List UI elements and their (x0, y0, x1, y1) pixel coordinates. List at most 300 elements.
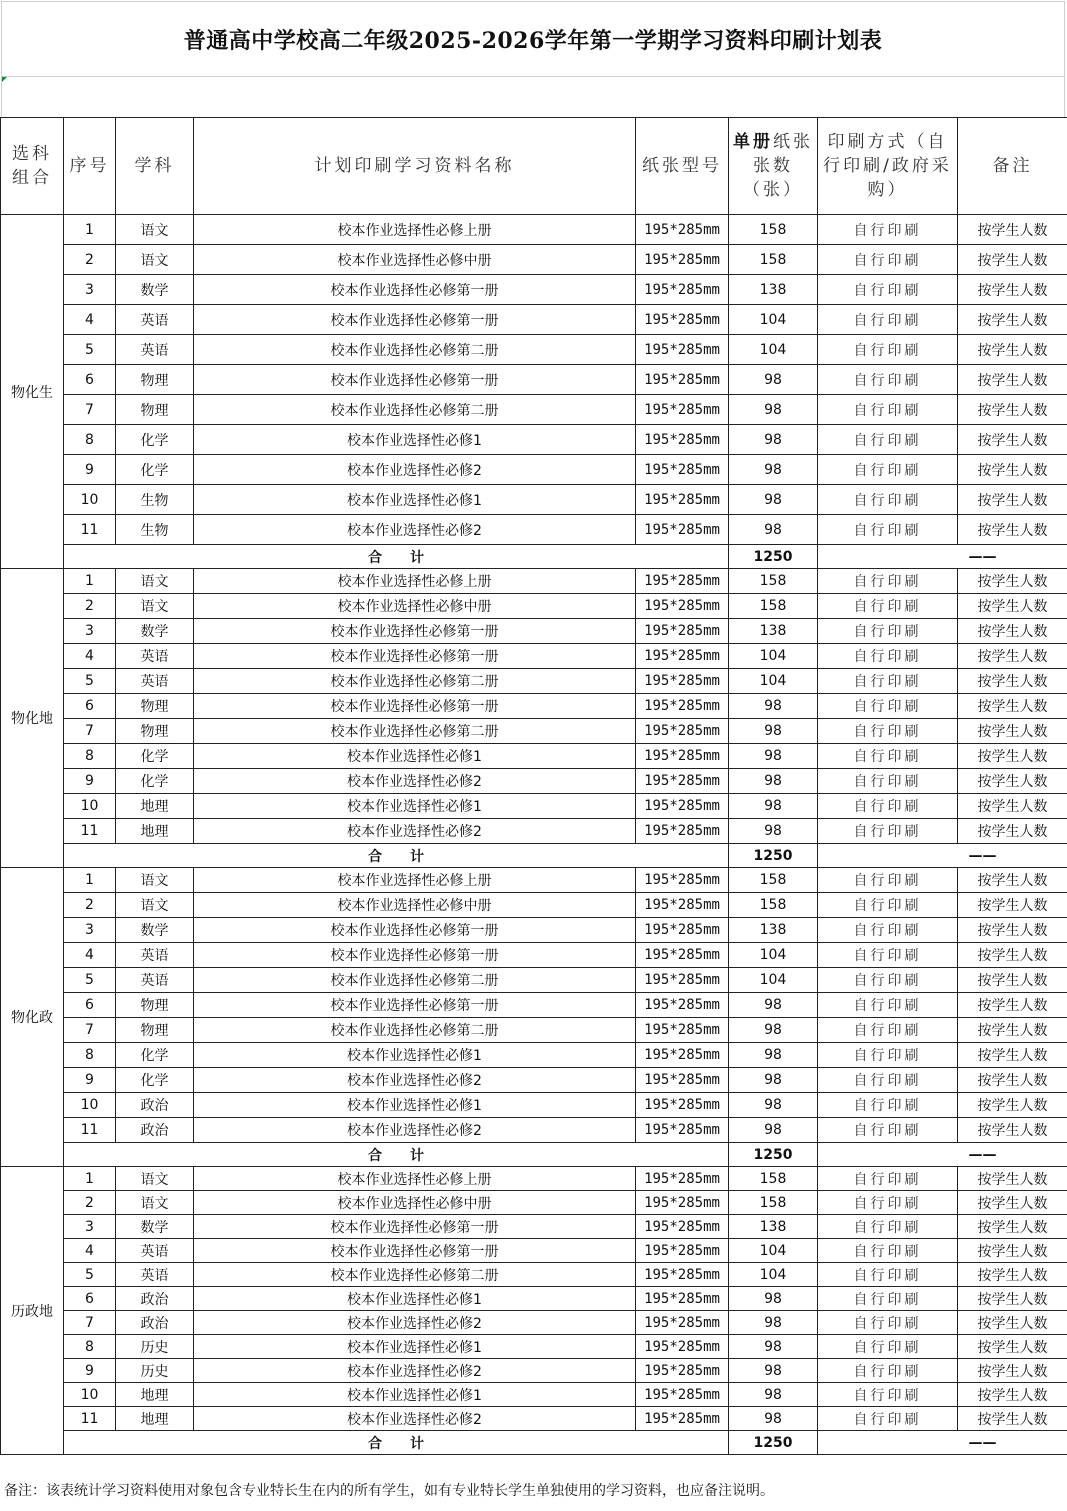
paper-size-cell: 195*285mm (636, 794, 729, 819)
paper-size-cell: 195*285mm (636, 569, 729, 594)
sheet-count-cell: 98 (729, 1068, 818, 1093)
note-cell: 按学生人数 (958, 365, 1067, 395)
header-subject: 学科 (116, 118, 194, 215)
subject-cell: 化学 (116, 769, 194, 794)
index-cell: 6 (64, 1287, 116, 1311)
paper-size-cell: 195*285mm (636, 1287, 729, 1311)
index-cell: 10 (64, 485, 116, 515)
note-cell: 按学生人数 (958, 794, 1067, 819)
header-row (1, 118, 1067, 215)
sheet-count-cell: 138 (729, 1215, 818, 1239)
print-method-cell: 自行印刷 (818, 455, 958, 485)
total-row (1, 1143, 1067, 1167)
subject-cell: 化学 (116, 744, 194, 769)
index-cell: 4 (64, 305, 116, 335)
material-name-cell: 校本作业选择性必修第一册 (194, 619, 636, 644)
table-row (1, 918, 1067, 943)
total-label: 合 计 (64, 1431, 729, 1455)
print-method-cell: 自行印刷 (818, 1167, 958, 1191)
note-cell: 按学生人数 (958, 1335, 1067, 1359)
paper-size-cell: 195*285mm (636, 1118, 729, 1143)
index-cell: 1 (64, 868, 116, 893)
index-cell: 8 (64, 1043, 116, 1068)
subject-cell: 语文 (116, 868, 194, 893)
paper-size-cell: 195*285mm (636, 694, 729, 719)
material-name-cell: 校本作业选择性必修第二册 (194, 719, 636, 744)
print-method-cell: 自行印刷 (818, 644, 958, 669)
material-name-cell: 校本作业选择性必修2 (194, 769, 636, 794)
sheet-count-cell: 98 (729, 1287, 818, 1311)
sheet-count-cell: 138 (729, 918, 818, 943)
index-cell: 5 (64, 1263, 116, 1287)
table-row (1, 395, 1067, 425)
sheet-count-cell: 138 (729, 275, 818, 305)
material-name-cell: 校本作业选择性必修1 (194, 425, 636, 455)
index-cell: 4 (64, 1239, 116, 1263)
sheet-count-cell: 158 (729, 868, 818, 893)
material-name-cell: 校本作业选择性必修1 (194, 1043, 636, 1068)
total-row (1, 545, 1067, 569)
spacer-area (1, 77, 1065, 117)
note-cell: 按学生人数 (958, 1191, 1067, 1215)
total-method: —— (818, 1431, 1067, 1455)
sheet-count-cell: 98 (729, 1043, 818, 1068)
index-cell: 11 (64, 1407, 116, 1431)
paper-size-cell: 195*285mm (636, 1263, 729, 1287)
material-name-cell: 校本作业选择性必修中册 (194, 893, 636, 918)
paper-size-cell: 195*285mm (636, 1383, 729, 1407)
paper-size-cell: 195*285mm (636, 1093, 729, 1118)
print-method-cell: 自行印刷 (818, 245, 958, 275)
print-method-cell: 自行印刷 (818, 968, 958, 993)
note-cell: 按学生人数 (958, 1359, 1067, 1383)
table-row (1, 669, 1067, 694)
subject-cell: 生物 (116, 485, 194, 515)
note-cell: 按学生人数 (958, 485, 1067, 515)
table-row (1, 245, 1067, 275)
print-method-cell: 自行印刷 (818, 943, 958, 968)
note-cell: 按学生人数 (958, 1311, 1067, 1335)
header-group: 选科组合 (1, 118, 64, 215)
index-cell: 8 (64, 425, 116, 455)
note-cell: 按学生人数 (958, 868, 1067, 893)
material-name-cell: 校本作业选择性必修1 (194, 485, 636, 515)
sheet-count-cell: 158 (729, 893, 818, 918)
material-name-cell: 校本作业选择性必修2 (194, 1068, 636, 1093)
table-row (1, 335, 1067, 365)
table-row (1, 594, 1067, 619)
print-method-cell: 自行印刷 (818, 694, 958, 719)
subject-cell: 地理 (116, 819, 194, 844)
total-value: 1250 (729, 545, 818, 569)
header-paper: 纸张型号 (636, 118, 729, 215)
total-label: 合 计 (64, 1143, 729, 1167)
subject-cell: 语文 (116, 569, 194, 594)
table-row (1, 1335, 1067, 1359)
note-cell: 按学生人数 (958, 819, 1067, 844)
paper-size-cell: 195*285mm (636, 968, 729, 993)
table-row (1, 1068, 1067, 1093)
sheet-count-cell: 158 (729, 1167, 818, 1191)
print-method-cell: 自行印刷 (818, 1068, 958, 1093)
print-method-cell: 自行印刷 (818, 1263, 958, 1287)
sheet-count-cell: 98 (729, 1407, 818, 1431)
index-cell: 1 (64, 215, 116, 245)
material-name-cell: 校本作业选择性必修2 (194, 455, 636, 485)
subject-cell: 政治 (116, 1311, 194, 1335)
print-method-cell: 自行印刷 (818, 1191, 958, 1215)
total-method: —— (818, 545, 1067, 569)
print-method-cell: 自行印刷 (818, 794, 958, 819)
sheet-count-cell: 98 (729, 395, 818, 425)
note-cell: 按学生人数 (958, 744, 1067, 769)
sheet-count-cell: 104 (729, 1239, 818, 1263)
note-cell: 按学生人数 (958, 1239, 1067, 1263)
paper-size-cell: 195*285mm (636, 594, 729, 619)
index-cell: 10 (64, 1383, 116, 1407)
table-row (1, 1093, 1067, 1118)
header-index: 序号 (64, 118, 116, 215)
subject-cell: 地理 (116, 794, 194, 819)
subject-cell: 数学 (116, 1215, 194, 1239)
page-title: 普通高中学校高二年级2025-2026学年第一学期学习资料印刷计划表 (183, 27, 883, 54)
material-name-cell: 校本作业选择性必修上册 (194, 868, 636, 893)
material-name-cell: 校本作业选择性必修第一册 (194, 918, 636, 943)
material-name-cell: 校本作业选择性必修中册 (194, 1191, 636, 1215)
subject-cell: 英语 (116, 644, 194, 669)
index-cell: 1 (64, 1167, 116, 1191)
table-row (1, 769, 1067, 794)
paper-size-cell: 195*285mm (636, 485, 729, 515)
index-cell: 8 (64, 744, 116, 769)
paper-size-cell: 195*285mm (636, 669, 729, 694)
paper-size-cell: 195*285mm (636, 305, 729, 335)
index-cell: 2 (64, 245, 116, 275)
index-cell: 9 (64, 1068, 116, 1093)
sheet-count-cell: 98 (729, 455, 818, 485)
subject-cell: 物理 (116, 1018, 194, 1043)
table-row (1, 1383, 1067, 1407)
subject-cell: 英语 (116, 1263, 194, 1287)
sheet-count-cell: 98 (729, 719, 818, 744)
subject-cell: 地理 (116, 1407, 194, 1431)
subject-cell: 生物 (116, 515, 194, 545)
note-cell: 按学生人数 (958, 943, 1067, 968)
note-cell: 按学生人数 (958, 455, 1067, 485)
note-cell: 按学生人数 (958, 425, 1067, 455)
subject-cell: 物理 (116, 365, 194, 395)
print-method-cell: 自行印刷 (818, 669, 958, 694)
total-row (1, 1431, 1067, 1455)
index-cell: 2 (64, 594, 116, 619)
paper-size-cell: 195*285mm (636, 893, 729, 918)
material-name-cell: 校本作业选择性必修1 (194, 1287, 636, 1311)
table-row (1, 1311, 1067, 1335)
paper-size-cell: 195*285mm (636, 719, 729, 744)
footer-note: 备注：该表统计学习资料使用对象包含专业特长生在内的所有学生，如有专业特长学生单独使用的学习资料，也应备注说明。 (4, 1483, 774, 1499)
print-method-cell: 自行印刷 (818, 1093, 958, 1118)
material-name-cell: 校本作业选择性必修第一册 (194, 943, 636, 968)
table-row (1, 305, 1067, 335)
note-cell: 按学生人数 (958, 1287, 1067, 1311)
material-name-cell: 校本作业选择性必修第二册 (194, 335, 636, 365)
paper-size-cell: 195*285mm (636, 395, 729, 425)
paper-size-cell: 195*285mm (636, 644, 729, 669)
index-cell: 8 (64, 1335, 116, 1359)
print-method-cell: 自行印刷 (818, 275, 958, 305)
note-cell: 按学生人数 (958, 1068, 1067, 1093)
print-method-cell: 自行印刷 (818, 1383, 958, 1407)
paper-size-cell: 195*285mm (636, 868, 729, 893)
total-label: 合 计 (64, 844, 729, 868)
note-cell: 按学生人数 (958, 1263, 1067, 1287)
index-cell: 4 (64, 644, 116, 669)
group-name-cell: 物化地 (1, 569, 64, 868)
paper-size-cell: 195*285mm (636, 425, 729, 455)
paper-size-cell: 195*285mm (636, 365, 729, 395)
sheet-count-cell: 104 (729, 669, 818, 694)
note-cell: 按学生人数 (958, 245, 1067, 275)
print-method-cell: 自行印刷 (818, 305, 958, 335)
print-method-cell: 自行印刷 (818, 485, 958, 515)
note-cell: 按学生人数 (958, 1215, 1067, 1239)
print-method-cell: 自行印刷 (818, 1407, 958, 1431)
print-method-cell: 自行印刷 (818, 215, 958, 245)
material-name-cell: 校本作业选择性必修2 (194, 1118, 636, 1143)
print-method-cell: 自行印刷 (818, 1118, 958, 1143)
material-name-cell: 校本作业选择性必修第一册 (194, 1215, 636, 1239)
print-method-cell: 自行印刷 (818, 515, 958, 545)
note-cell: 按学生人数 (958, 335, 1067, 365)
note-cell: 按学生人数 (958, 275, 1067, 305)
note-cell: 按学生人数 (958, 1018, 1067, 1043)
print-method-cell: 自行印刷 (818, 769, 958, 794)
material-name-cell: 校本作业选择性必修第二册 (194, 1018, 636, 1043)
note-cell: 按学生人数 (958, 993, 1067, 1018)
print-method-cell: 自行印刷 (818, 918, 958, 943)
index-cell: 7 (64, 395, 116, 425)
sheet-count-cell: 98 (729, 993, 818, 1018)
sheet-count-cell: 138 (729, 619, 818, 644)
index-cell: 3 (64, 275, 116, 305)
total-value: 1250 (729, 844, 818, 868)
print-method-cell: 自行印刷 (818, 893, 958, 918)
subject-cell: 数学 (116, 918, 194, 943)
print-method-cell: 自行印刷 (818, 1018, 958, 1043)
print-method-cell: 自行印刷 (818, 425, 958, 455)
header-sheets: 单册纸张张数（张） (729, 118, 818, 215)
print-method-cell: 自行印刷 (818, 1311, 958, 1335)
index-cell: 6 (64, 694, 116, 719)
index-cell: 2 (64, 1191, 116, 1215)
paper-size-cell: 195*285mm (636, 1335, 729, 1359)
subject-cell: 语文 (116, 245, 194, 275)
note-cell: 按学生人数 (958, 1093, 1067, 1118)
total-method: —— (818, 1143, 1067, 1167)
subject-cell: 数学 (116, 275, 194, 305)
index-cell: 5 (64, 669, 116, 694)
material-name-cell: 校本作业选择性必修第二册 (194, 1263, 636, 1287)
index-cell: 7 (64, 1311, 116, 1335)
sheet-count-cell: 98 (729, 1093, 818, 1118)
paper-size-cell: 195*285mm (636, 744, 729, 769)
paper-size-cell: 195*285mm (636, 1068, 729, 1093)
material-name-cell: 校本作业选择性必修第一册 (194, 694, 636, 719)
table-row (1, 868, 1067, 893)
paper-size-cell: 195*285mm (636, 1311, 729, 1335)
table-row (1, 1407, 1067, 1431)
table-row (1, 275, 1067, 305)
group-name-cell: 物化生 (1, 215, 64, 569)
material-name-cell: 校本作业选择性必修上册 (194, 1167, 636, 1191)
index-cell: 1 (64, 569, 116, 594)
index-cell: 11 (64, 819, 116, 844)
note-cell: 按学生人数 (958, 395, 1067, 425)
group-name-cell: 历政地 (1, 1167, 64, 1455)
index-cell: 11 (64, 1118, 116, 1143)
subject-cell: 语文 (116, 1167, 194, 1191)
material-name-cell: 校本作业选择性必修1 (194, 1383, 636, 1407)
material-name-cell: 校本作业选择性必修第二册 (194, 968, 636, 993)
print-method-cell: 自行印刷 (818, 365, 958, 395)
note-cell: 按学生人数 (958, 215, 1067, 245)
print-method-cell: 自行印刷 (818, 335, 958, 365)
print-method-cell: 自行印刷 (818, 1359, 958, 1383)
sheet-count-cell: 98 (729, 819, 818, 844)
table-row (1, 1167, 1067, 1191)
total-method: —— (818, 844, 1067, 868)
subject-cell: 语文 (116, 594, 194, 619)
print-method-cell: 自行印刷 (818, 1215, 958, 1239)
paper-size-cell: 195*285mm (636, 1215, 729, 1239)
note-cell: 按学生人数 (958, 1407, 1067, 1431)
subject-cell: 历史 (116, 1335, 194, 1359)
paper-size-cell: 195*285mm (636, 1018, 729, 1043)
note-cell: 按学生人数 (958, 669, 1067, 694)
total-value: 1250 (729, 1143, 818, 1167)
table-row (1, 485, 1067, 515)
sheet-count-cell: 104 (729, 968, 818, 993)
subject-cell: 物理 (116, 719, 194, 744)
note-cell: 按学生人数 (958, 918, 1067, 943)
subject-cell: 化学 (116, 425, 194, 455)
paper-size-cell: 195*285mm (636, 1359, 729, 1383)
subject-cell: 英语 (116, 669, 194, 694)
table-row (1, 569, 1067, 594)
title-banner (1, 1, 1065, 77)
sheet-count-cell: 98 (729, 1018, 818, 1043)
index-cell: 9 (64, 455, 116, 485)
sheet-count-cell: 104 (729, 1263, 818, 1287)
paper-size-cell: 195*285mm (636, 1191, 729, 1215)
subject-cell: 英语 (116, 1239, 194, 1263)
print-method-cell: 自行印刷 (818, 1335, 958, 1359)
index-cell: 6 (64, 365, 116, 395)
table-row (1, 943, 1067, 968)
subject-cell: 物理 (116, 395, 194, 425)
material-name-cell: 校本作业选择性必修2 (194, 1359, 636, 1383)
note-cell: 按学生人数 (958, 1383, 1067, 1407)
print-method-cell: 自行印刷 (818, 719, 958, 744)
paper-size-cell: 195*285mm (636, 819, 729, 844)
sheet-count-cell: 98 (729, 694, 818, 719)
table-row (1, 1263, 1067, 1287)
subject-cell: 化学 (116, 1043, 194, 1068)
index-cell: 9 (64, 769, 116, 794)
paper-size-cell: 195*285mm (636, 993, 729, 1018)
subject-cell: 数学 (116, 619, 194, 644)
table-row (1, 968, 1067, 993)
table-row (1, 694, 1067, 719)
index-cell: 9 (64, 1359, 116, 1383)
print-method-cell: 自行印刷 (818, 868, 958, 893)
print-plan-table (0, 117, 1067, 1455)
material-name-cell: 校本作业选择性必修第二册 (194, 395, 636, 425)
group-name-cell: 物化政 (1, 868, 64, 1167)
material-name-cell: 校本作业选择性必修上册 (194, 569, 636, 594)
material-name-cell: 校本作业选择性必修1 (194, 794, 636, 819)
subject-cell: 语文 (116, 1191, 194, 1215)
subject-cell: 英语 (116, 335, 194, 365)
sheet-count-cell: 98 (729, 794, 818, 819)
sheet-count-cell: 98 (729, 1383, 818, 1407)
sheet-count-cell: 158 (729, 569, 818, 594)
index-cell: 5 (64, 968, 116, 993)
sheet-count-cell: 98 (729, 425, 818, 455)
material-name-cell: 校本作业选择性必修第一册 (194, 275, 636, 305)
paper-size-cell: 195*285mm (636, 515, 729, 545)
sheet-count-cell: 104 (729, 335, 818, 365)
index-cell: 7 (64, 719, 116, 744)
print-method-cell: 自行印刷 (818, 569, 958, 594)
sheet-count-cell: 104 (729, 943, 818, 968)
total-row (1, 844, 1067, 868)
note-cell: 按学生人数 (958, 305, 1067, 335)
note-cell: 按学生人数 (958, 694, 1067, 719)
table-row (1, 365, 1067, 395)
table-row (1, 1359, 1067, 1383)
table-row (1, 1287, 1067, 1311)
index-cell: 5 (64, 335, 116, 365)
print-method-cell: 自行印刷 (818, 744, 958, 769)
index-cell: 10 (64, 1093, 116, 1118)
sheet-count-cell: 158 (729, 1191, 818, 1215)
header-name: 计划印刷学习资料名称 (194, 118, 636, 215)
note-cell: 按学生人数 (958, 569, 1067, 594)
subject-cell: 英语 (116, 968, 194, 993)
print-method-cell: 自行印刷 (818, 395, 958, 425)
paper-size-cell: 195*285mm (636, 215, 729, 245)
paper-size-cell: 195*285mm (636, 455, 729, 485)
table-row (1, 1118, 1067, 1143)
print-method-cell: 自行印刷 (818, 819, 958, 844)
paper-size-cell: 195*285mm (636, 1167, 729, 1191)
table-row (1, 644, 1067, 669)
sheet-count-cell: 98 (729, 1359, 818, 1383)
note-cell: 按学生人数 (958, 968, 1067, 993)
paper-size-cell: 195*285mm (636, 275, 729, 305)
table-row (1, 1043, 1067, 1068)
index-cell: 3 (64, 619, 116, 644)
paper-size-cell: 195*285mm (636, 1043, 729, 1068)
subject-cell: 英语 (116, 305, 194, 335)
table-row (1, 819, 1067, 844)
material-name-cell: 校本作业选择性必修2 (194, 1407, 636, 1431)
material-name-cell: 校本作业选择性必修1 (194, 744, 636, 769)
note-cell: 按学生人数 (958, 719, 1067, 744)
print-method-cell: 自行印刷 (818, 1043, 958, 1068)
paper-size-cell: 195*285mm (636, 943, 729, 968)
